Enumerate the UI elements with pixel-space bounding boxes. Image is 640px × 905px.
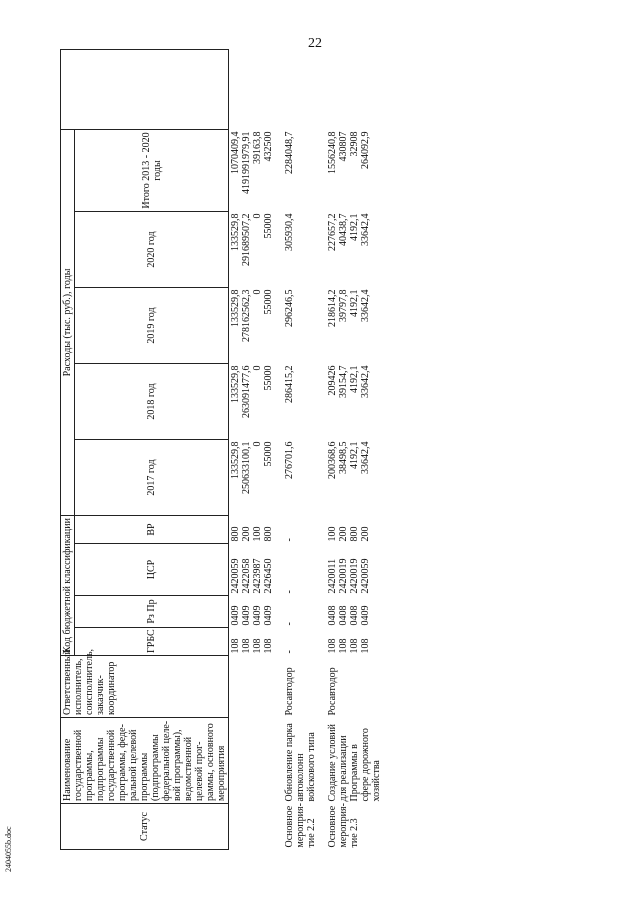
cell-value: - <box>284 650 295 654</box>
page-number: 22 <box>308 36 322 51</box>
table-cell <box>229 544 276 596</box>
cell-value: 0409 <box>241 605 252 626</box>
table-cell <box>326 363 383 439</box>
cell-value: 2422058 <box>241 558 252 594</box>
cell-value: 2423987 <box>252 558 263 594</box>
table-cell <box>283 287 318 363</box>
header-2019: 2019 год <box>75 287 229 363</box>
cell-value: 108 <box>241 638 252 654</box>
cell-value: 0 <box>252 213 263 219</box>
table-cell <box>229 596 276 628</box>
header-vr: ВР <box>75 515 229 543</box>
cell-value: 33642,4 <box>360 289 371 322</box>
cell-value: 108 <box>338 638 349 654</box>
cell-value: 55000 <box>263 441 274 467</box>
cell-value: 33642,4 <box>360 441 371 474</box>
header-2018: 2018 год <box>75 363 229 439</box>
cell-value: 40438,7 <box>338 213 349 246</box>
cell-value: - <box>284 622 295 626</box>
table-cell <box>229 439 276 515</box>
table-cell <box>229 515 276 543</box>
cell-value: 4191991979,91 <box>241 131 252 194</box>
table-row <box>326 49 383 849</box>
rotated-table-page <box>60 50 590 850</box>
cell-value: - <box>284 538 295 542</box>
cell-value: 0408 <box>327 605 338 626</box>
cell-value: 2284048,7 <box>284 131 295 174</box>
cell-value: 133529,8 <box>230 289 241 327</box>
table-cell <box>326 544 383 596</box>
table-cell <box>283 211 318 287</box>
header-csr: ЦСР <box>75 544 229 596</box>
cell-value: 209426 <box>327 365 338 396</box>
cell-value: 2420059 <box>230 558 241 594</box>
table-row <box>229 49 276 849</box>
table-cell <box>326 628 383 656</box>
cell-value: 108 <box>230 638 241 654</box>
table-cell <box>326 439 383 515</box>
cell-value: 2420019 <box>338 558 349 594</box>
cell-value: 2426450 <box>263 558 274 594</box>
cell-value: 1070409,4 <box>230 131 241 174</box>
header-row-1 <box>61 49 75 849</box>
header-spacer-right <box>61 49 229 129</box>
table-cell <box>326 596 383 628</box>
budget-table <box>60 49 383 850</box>
header-status: Статус <box>61 804 229 850</box>
cell-value: 4192,1 <box>349 441 360 469</box>
cell-value: 133529,8 <box>230 213 241 251</box>
cell-value: 0408 <box>338 605 349 626</box>
header-2017: 2017 год <box>75 439 229 515</box>
cell-value: 250633100,1 <box>241 441 252 494</box>
cell-value: 218614,2 <box>327 289 338 327</box>
cell-value: 108 <box>327 638 338 654</box>
cell-value: 108 <box>263 638 274 654</box>
cell-value: 108 <box>360 638 371 654</box>
cell-value: 133529,8 <box>230 441 241 479</box>
header-executor: Ответственный исполнитель, соисполнитель, заказчик-координатор <box>61 656 229 718</box>
cell-value: 0408 <box>349 605 360 626</box>
cell-value: 800 <box>263 526 274 542</box>
cell-value: 4192,1 <box>349 213 360 241</box>
table-cell <box>283 544 318 596</box>
cell-value: 0 <box>252 441 263 447</box>
table-cell <box>229 628 276 656</box>
header-expenses: Расходы (тыс. руб.), годы <box>61 129 75 515</box>
cell-value: 39154,7 <box>338 365 349 398</box>
cell-value: 133529,8 <box>230 365 241 403</box>
cell-value: 55000 <box>263 213 274 239</box>
table-cell <box>283 628 318 656</box>
header-2020: 2020 год <box>75 211 229 287</box>
cell-value: 430807 <box>338 131 349 162</box>
table-row <box>283 49 318 849</box>
row-executor: Росавтодор <box>327 667 338 716</box>
cell-value: 33642,4 <box>360 213 371 246</box>
header-budget-code: Код бюджетной классификации <box>61 515 75 655</box>
cell-value: 200 <box>241 526 252 542</box>
cell-value: 305930,4 <box>284 213 295 251</box>
cell-value: 0 <box>252 365 263 371</box>
row-executor: Росавтодор <box>284 667 295 716</box>
cell-value: 200 <box>338 526 349 542</box>
table-cell <box>229 211 276 287</box>
cell-value: 4192,1 <box>349 289 360 317</box>
cell-value: 33642,4 <box>360 365 371 398</box>
cell-value: 0409 <box>263 605 274 626</box>
row-name: Создание условий для реализации Программы в сфере дорожного хозяйства <box>327 724 382 802</box>
cell-value: 39797,8 <box>338 289 349 322</box>
table-cell <box>283 515 318 543</box>
table-cell <box>283 129 318 211</box>
cell-value: 2420011 <box>327 558 338 594</box>
cell-value: 291689507,2 <box>241 213 252 266</box>
cell-value: 0409 <box>230 605 241 626</box>
table-cell <box>326 287 383 363</box>
footer-filename: 2404055b.doc <box>4 826 13 872</box>
cell-value: 2420019 <box>349 558 360 594</box>
cell-value: 227657,2 <box>327 213 338 251</box>
header-rzpr: Рз Пр <box>75 596 229 628</box>
row-status: Основное мероприя-тие 2.2 <box>284 803 317 848</box>
cell-value: 432500 <box>263 131 274 162</box>
table-cell <box>283 439 318 515</box>
table-cell <box>229 363 276 439</box>
header-name: Наименование государственной программы, подпрограммы государственной программы, феде-ральной целевой программы (подпрограммы федеральной целе-вой программы), ведомственной целевой прог-раммы, основного мероприятия <box>61 718 229 804</box>
cell-value: 0409 <box>252 605 263 626</box>
cell-value: 1556240,8 <box>327 131 338 174</box>
cell-value: 108 <box>349 638 360 654</box>
cell-value: 264092,9 <box>360 131 371 169</box>
cell-value: 800 <box>349 526 360 542</box>
header-total: Итого 2013 - 2020 годы <box>75 129 229 211</box>
cell-value: 100 <box>252 526 263 542</box>
table-cell <box>326 211 383 287</box>
table-cell <box>283 363 318 439</box>
cell-value: 55000 <box>263 365 274 391</box>
cell-value: 55000 <box>263 289 274 315</box>
table-cell <box>326 515 383 543</box>
cell-value: 263091477,6 <box>241 365 252 418</box>
cell-value: 0 <box>252 289 263 295</box>
cell-value: 108 <box>252 638 263 654</box>
cell-value: 32908 <box>349 131 360 157</box>
table-cell <box>229 287 276 363</box>
cell-value: 100 <box>327 526 338 542</box>
cell-value: 800 <box>230 526 241 542</box>
table-cell <box>326 129 383 211</box>
cell-value: 296246,5 <box>284 289 295 327</box>
row-name: Обновление парка автоколонн войскового типа <box>284 723 317 802</box>
cell-value: 278162562,3 <box>241 289 252 342</box>
cell-value: 2420059 <box>360 558 371 594</box>
row-status: Основное мероприя-тие 2.3 <box>327 803 360 848</box>
table-cell <box>283 596 318 628</box>
cell-value: 200 <box>360 526 371 542</box>
cell-value: - <box>284 590 295 594</box>
table-cell <box>229 129 276 211</box>
cell-value: 276701,6 <box>284 441 295 479</box>
header-grbs: ГРБС <box>75 628 229 656</box>
cell-value: 0409 <box>360 605 371 626</box>
cell-value: 200368,6 <box>327 441 338 479</box>
cell-value: 38498,5 <box>338 441 349 474</box>
cell-value: 286415,2 <box>284 365 295 403</box>
cell-value: 39163,8 <box>252 131 263 164</box>
cell-value: 4192,1 <box>349 365 360 393</box>
